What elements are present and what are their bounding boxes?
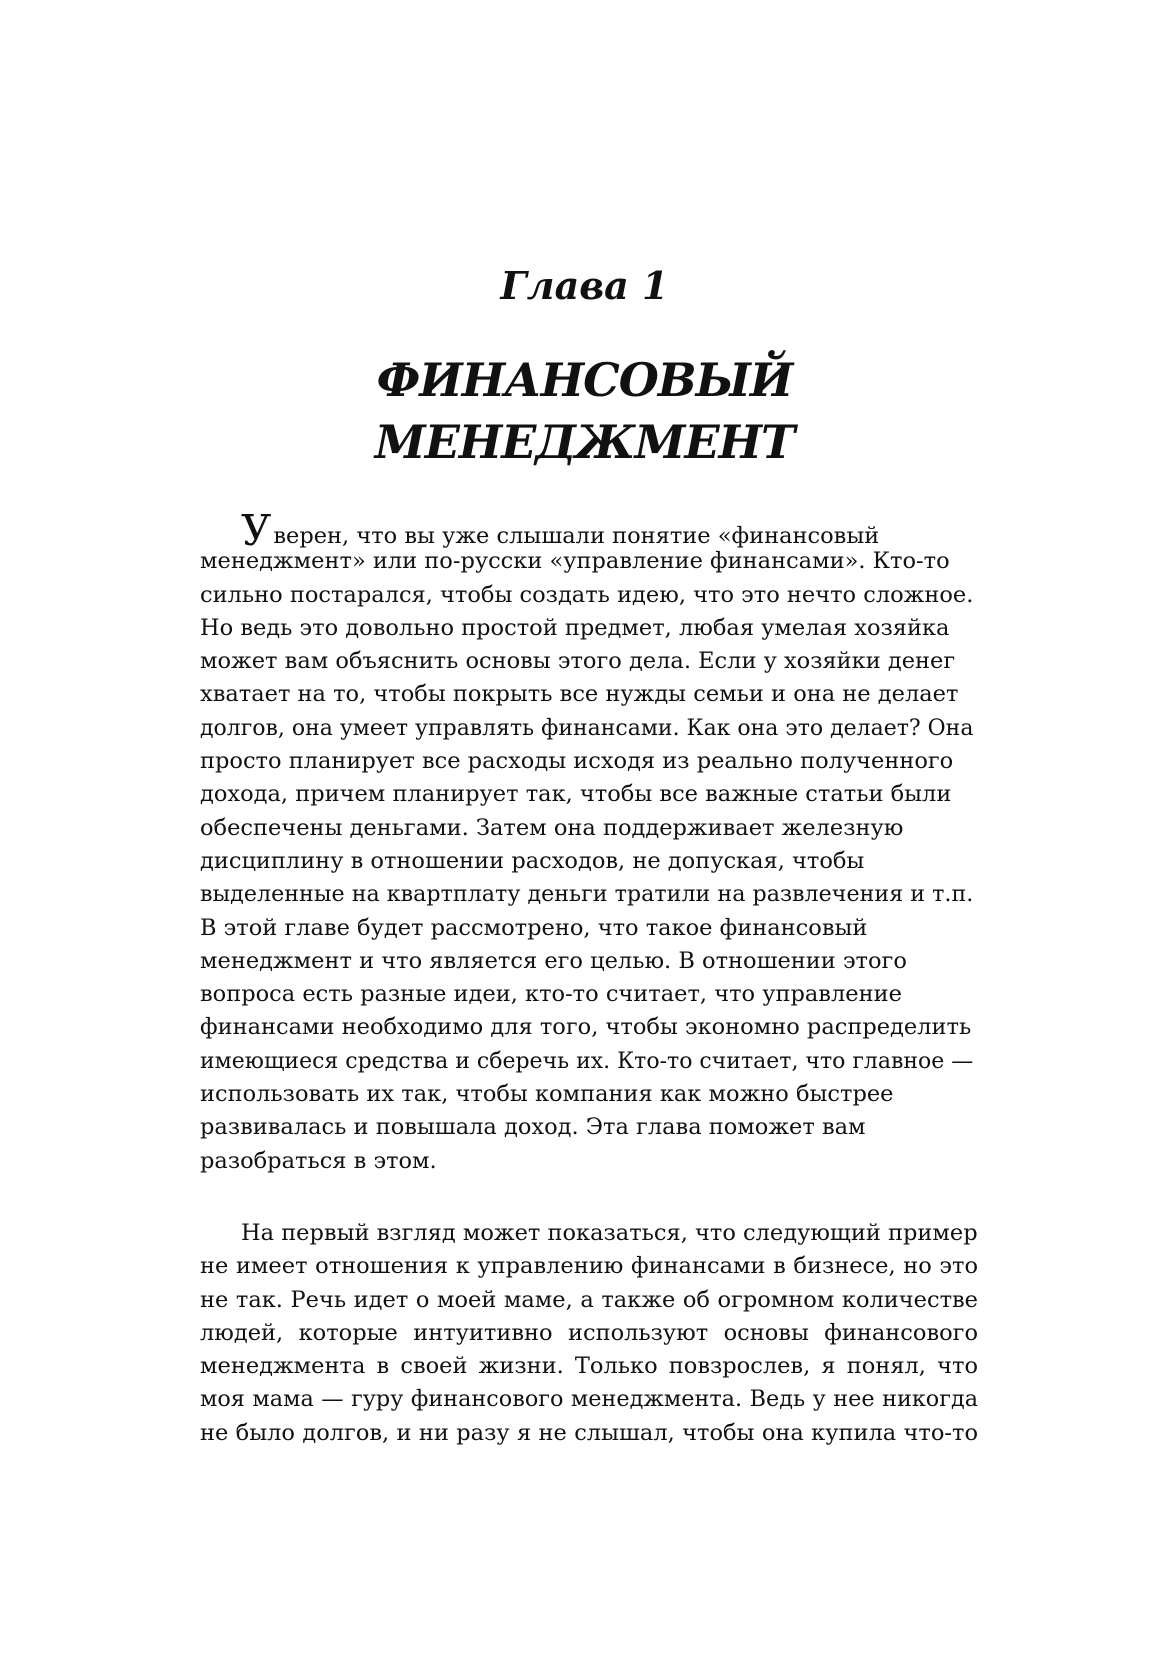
paragraph-line: имеющиеся средства и сберечь их. Кто-то считает, что главное —: [200, 1048, 974, 1074]
paragraph-line: На первый взгляд может показаться, что следующий пример: [241, 1220, 978, 1246]
paragraph-line: использовать их так, чтобы компания как можно быстрее: [200, 1081, 894, 1108]
paragraph-line: не так. Речь идет о моей маме, а также об огромном количестве: [200, 1286, 978, 1313]
paragraph-line: моя мама — гуру финансового менеджмента. Ведь у нее никогда: [200, 1386, 978, 1413]
paragraph-line: [200, 506, 978, 555]
paragraph-intro: [200, 506, 978, 1178]
chapter-label: Глава 1: [500, 263, 669, 308]
paragraph-line: Но ведь это довольно простой предмет, любая умелая хозяйка: [200, 614, 950, 641]
paragraph-line: долгов, она умеет управлять финансами. Как она это делает? Она: [200, 715, 974, 741]
paragraph-line: сильно постарался, чтобы создать идею, что это нечто сложное.: [200, 581, 974, 608]
paragraph-line: может вам объяснить основы этого дела. Если у хозяйки денег: [200, 648, 956, 675]
paragraph-line: дисциплину в отношении расходов, не допуская, чтобы: [200, 847, 865, 874]
paragraph-line: дохода, причем планирует так, чтобы все важные статьи были: [200, 781, 952, 808]
paragraph-line: не было долгов, и ни разу я не слышал, чтобы она купила что-то: [200, 1419, 978, 1446]
paragraph-line: финансами необходимо для того, чтобы экономно распределить: [200, 1014, 972, 1041]
chapter-title: [0, 349, 1169, 473]
paragraph-line: людей, которые интуитивно используют основы финансового: [200, 1319, 978, 1346]
paragraph-line: В этой главе будет рассмотрено, что такое финансовый: [200, 914, 868, 941]
drop-cap: У: [241, 506, 272, 555]
paragraph-line: обеспечены деньгами. Затем она поддерживает железную: [200, 814, 904, 841]
paragraph-line: выделенные на квартплату деньги тратили на развлечения и т.п.: [200, 881, 974, 908]
paragraph-line: менеджмент и что является его целью. В отношении этого: [200, 947, 907, 974]
paragraph-mother-example: [200, 1217, 978, 1450]
paragraph-line: вопроса есть разные идеи, кто-то считает, что управление: [200, 981, 902, 1008]
paragraph-line-text: верен, что вы уже слышали понятие «финансовый: [273, 523, 880, 549]
paragraph-line: развивалась и повышала доход. Эта глава поможет вам: [200, 1114, 866, 1141]
paragraph-line: менеджмента в своей жизни. Только повзрослев, я понял, что: [200, 1353, 978, 1380]
paragraph-line: менеджмент» или по-русски «управление финансами». Кто-то: [200, 548, 950, 575]
paragraph-line: не имеет отношения к управлению финансами в бизнесе, но это: [200, 1253, 978, 1280]
paragraph-line: хватает на то, чтобы покрыть все нужды семьи и она не делает: [200, 681, 959, 708]
chapter-title-line: ФИНАНСОВЫЙ: [376, 353, 793, 407]
chapter-title-line: МЕНЕДЖМЕНТ: [374, 415, 795, 469]
paragraph-line: просто планирует все расходы исходя из реально полученного: [200, 748, 954, 775]
paragraph-line: разобраться в этом.: [200, 1147, 437, 1174]
